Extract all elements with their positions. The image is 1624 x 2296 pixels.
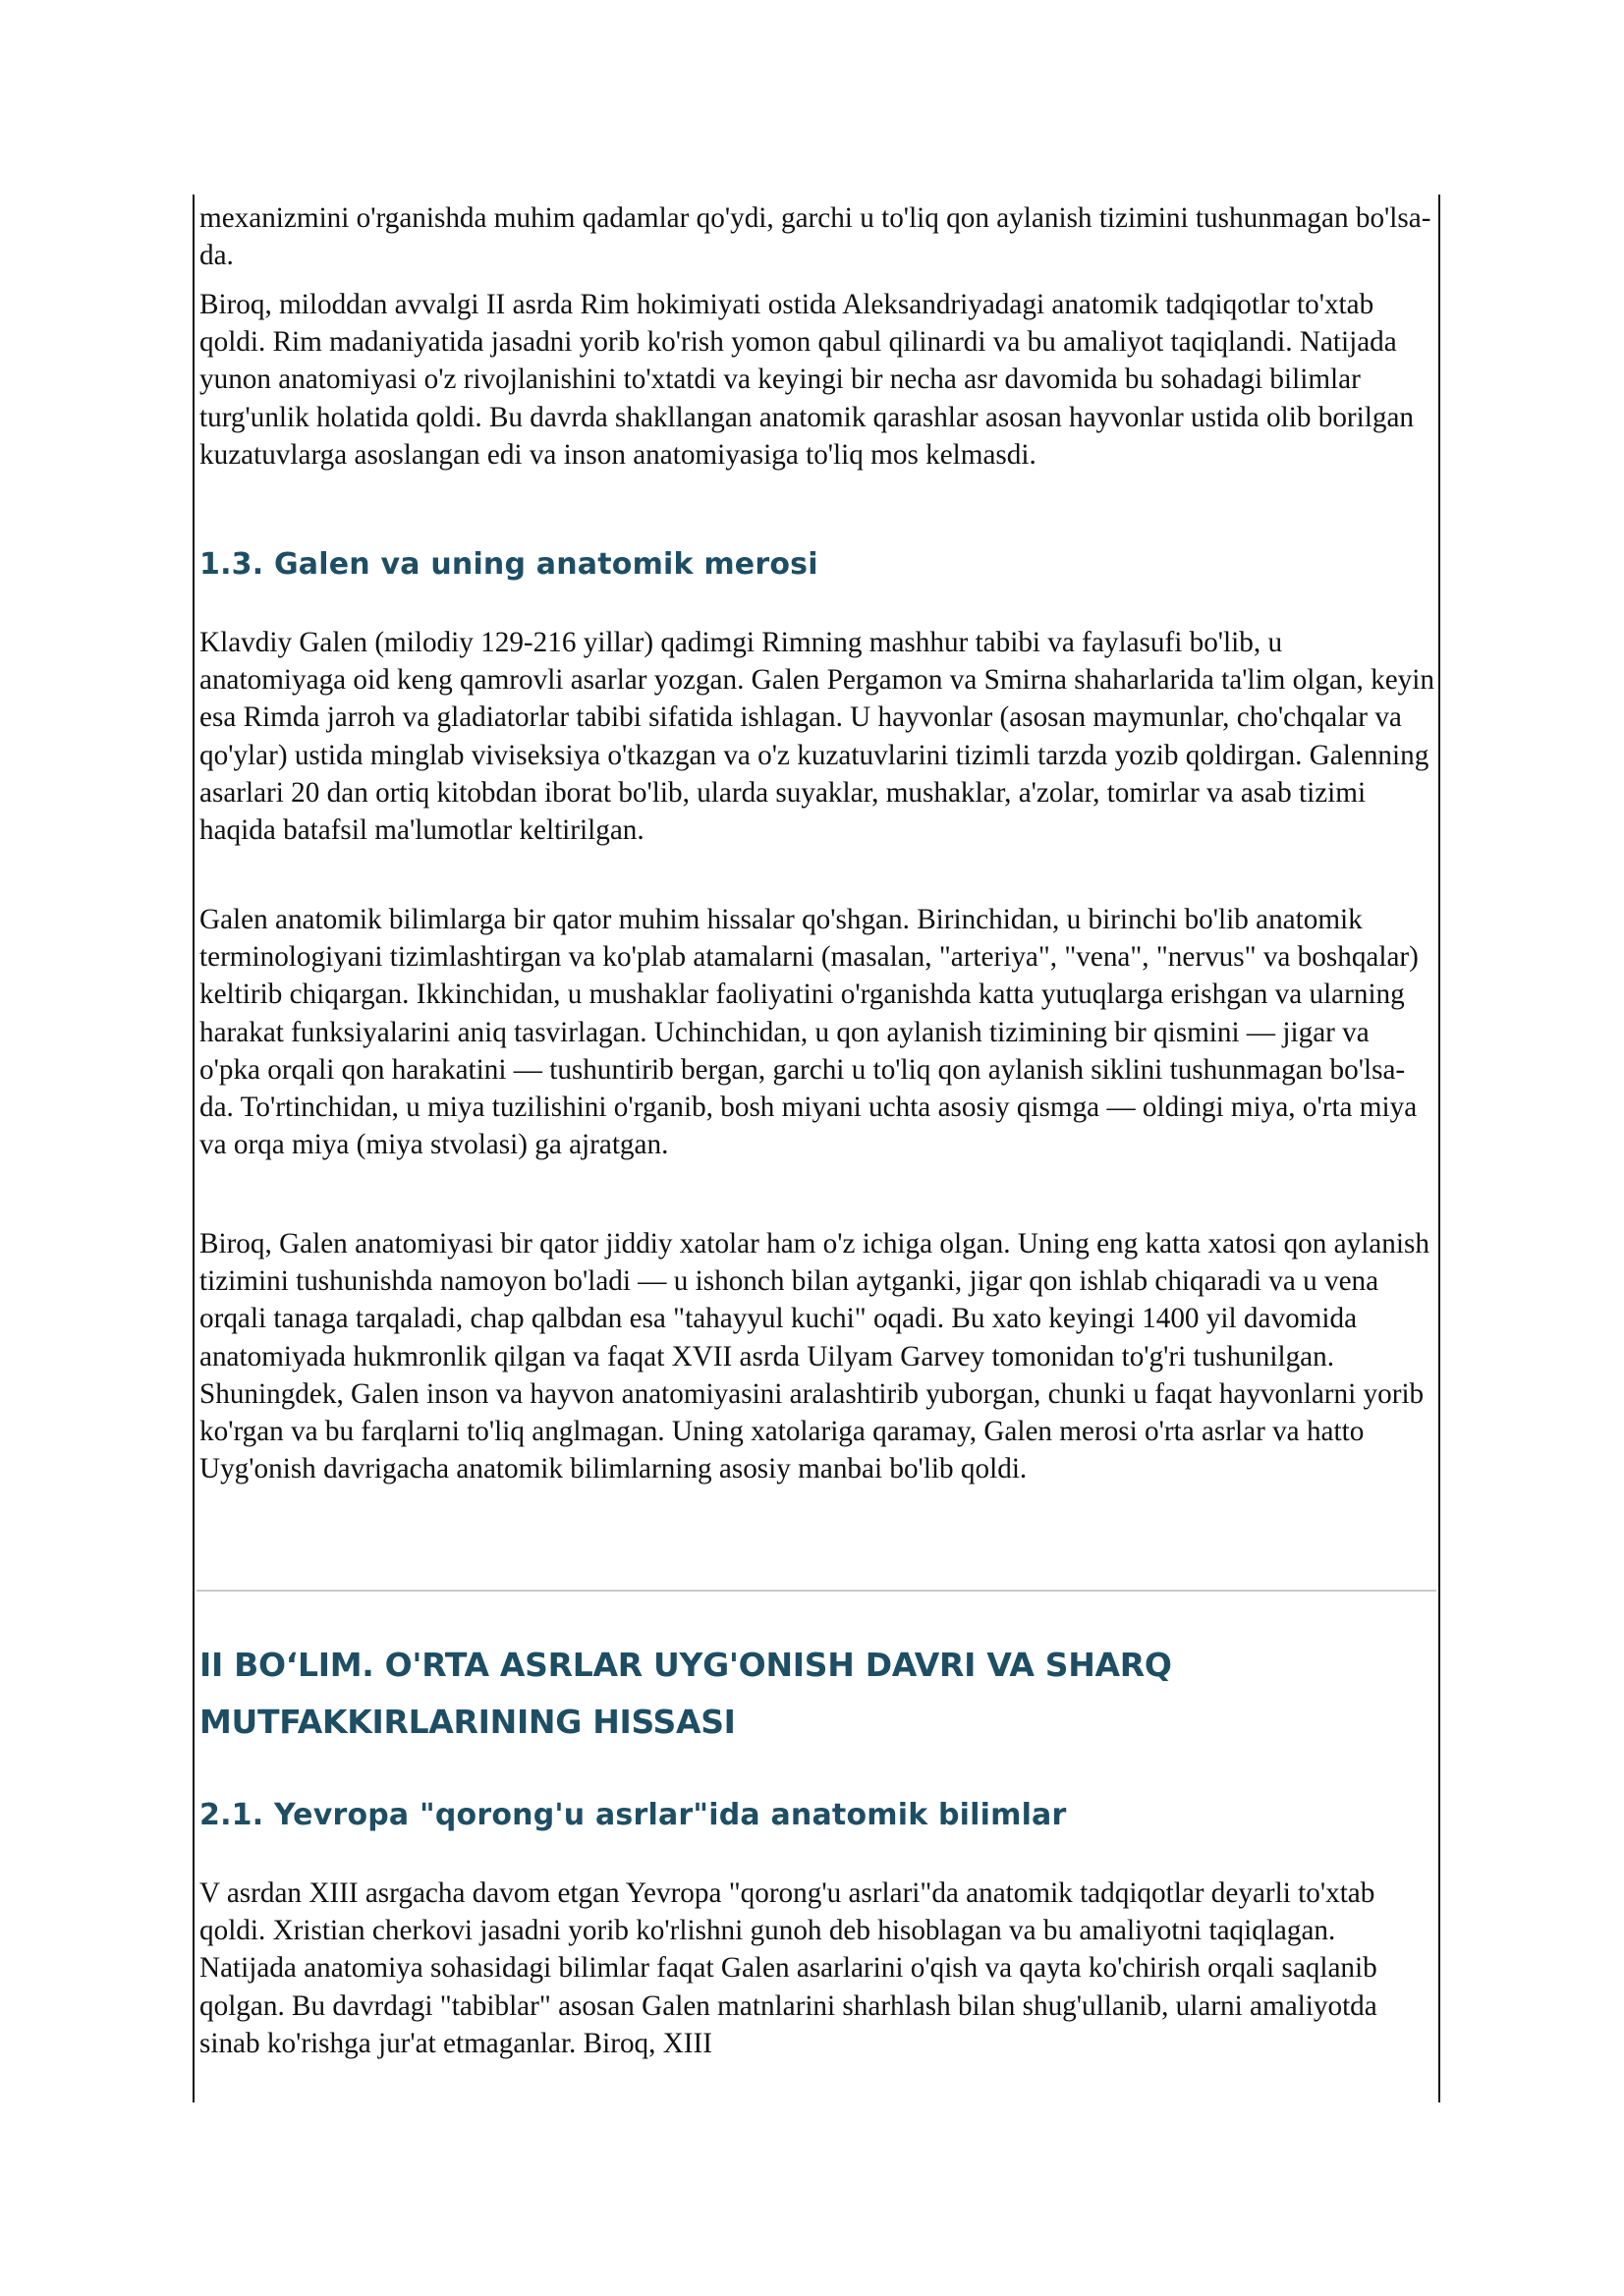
paragraph-galen-intro: Klavdiy Galen (milodiy 129-216 yillar) qadimgi Rimning mashhur tabibi va faylasufi bo'lib, u anatomiyaga oid keng qamrovli asarlar yozgan. Galen Pergamon va Smirna shaharlarida ta'lim olgan, keyin esa Rimda jarroh va gladiatorlar tabibi sifatida ishlagan. U hayvonlar (asosan maymunlar, cho'chqalar va qo'ylar) ustida minglab viviseksiya o'tkazgan va o'z kuzatuvlarini tizimli tarzda yozib qoldirgan. Galenning asarlari 20 dan ortiq kitobdan iborat bo'lib, ularda suyaklar, mushaklar, a'zolar, tomirlar va asab tizimi haqida batafsil ma'lumotlar keltirilgan. (199, 627, 1434, 847)
paragraph-dark-ages: V asrdan XIII asrgacha davom etgan Yevropa "qorong'u asrlari"da anatomik tadqiqotlar deyarli to'xtab qoldi. Xristian cherkovi jasadni yorib ko'rlishni gunoh deb hisoblagan va bu amaliyotni taqiqlagan. Natijada anatomiya sohasidagi bilimlar faqat Galen asarlarini o'qish va qayta ko'chirish orqali saqlanib qolgan. Bu davrdagi "tabiblar" asosan Galen matnlarini sharhlash bilan shug'ullanib, ularni amaliyotda sinab ko'rishga jur'at etmaganlar. Biroq, XIII (199, 1877, 1377, 2059)
paragraph-alexandria-decline: Biroq, miloddan avvalgi II asrda Rim hokimiyati ostida Aleksandriyadagi anatomik tadqiqotlar to'xtab qoldi. Rim madaniyatida jasadni yorib ko'rish yomon qabul qilinardi va bu amaliyot taqiqlandi. Natijada yunon anatomiyasi o'z rivojlanishini to'xtatdi va keyingi bir necha asr davomida bu sohadagi bilimlar turg'unlik holatida qoldi. Bu davrda shakllangan anatomik qarashlar asosan hayvonlar ustida olib borilgan kuzatuvlarga asoslangan edi va inson anatomiyasiga to'liq mos kelmasdi. (199, 289, 1414, 471)
section-heading-2-1: 2.1. Yevropa "qorong'u asrlar"ida anatomik bilimlar (199, 1798, 1067, 1832)
section-heading-1-3: 1.3. Galen va uning anatomik merosi (199, 547, 818, 582)
paragraph-galen-errors: Biroq, Galen anatomiyasi bir qator jiddiy xatolar ham o'z ichiga olgan. Uning eng katta xatosi qon aylanish tizimini tushunishda namoyon bo'ladi — u ishonch bilan aytganki, jigar qon ishlab chiqaradi va u vena orqali tanaga tarqaladi, chap qalbdan esa "tahayyul kuchi" oqadi. Bu xato keyingi 1400 yil davomida anatomiyada hukmronlik qilgan va faqat XVII asrda Uilyam Garvey tomonidan to'g'ri tushunilgan. Shuningdek, Galen inson va hayvon anatomiyasini aralashtirib yuborgan, chunki u faqat hayvonlarni yorib ko'rgan va bu farqlarni to'liq anglmagan. Uning xatolariga qaramay, Galen merosi o'rta asrlar va hatto Uyg'onish davrigacha anatomik bilimlarning asosiy manbai bo'lib qoldi. (199, 1228, 1429, 1485)
section-divider (196, 1590, 1436, 1592)
paragraph-galen-contributions: Galen anatomik bilimlarga bir qator muhim hissalar qo'shgan. Birinchidan, u birinchi bo'lib anatomik terminologiyani tizimlashtirgan va ko'plab atamalarni (masalan, "arteriya", "vena", "nervus" va boshqalar) keltirib chiqargan. Ikkinchidan, u mushaklar faoliyatini o'rganishda katta yutuqlarga erishgan va ularning harakat funksiyalarini aniq tasvirlagan. Uchinchidan, u qon aylanish tizimining bir qismini — jigar va o'pka orqali qon harakatini — tushuntirib bergan, garchi u to'liq qon aylanish siklini tushunmagan bo'lsa-da. To'rtinchidan, u miya tuzilishini o'rganib, bosh miyani uchta asosiy qismga — oldingi miya, o'rta miya va orqa miya (miya stvolasi) ga ajratgan. (199, 904, 1419, 1161)
part-heading-2: II BO‘LIM. O'RTA ASRLAR UYG'ONISH DAVRI VA SHARQ MUTFAKKIRLARINING HISSASI (199, 1646, 1172, 1741)
paragraph-blood-circulation-end: mexanizmini o'rganishda muhim qadamlar qo'ydi, garchi u to'liq qon aylanish tizimini tushunmagan bo'lsa-da. (199, 202, 1431, 272)
